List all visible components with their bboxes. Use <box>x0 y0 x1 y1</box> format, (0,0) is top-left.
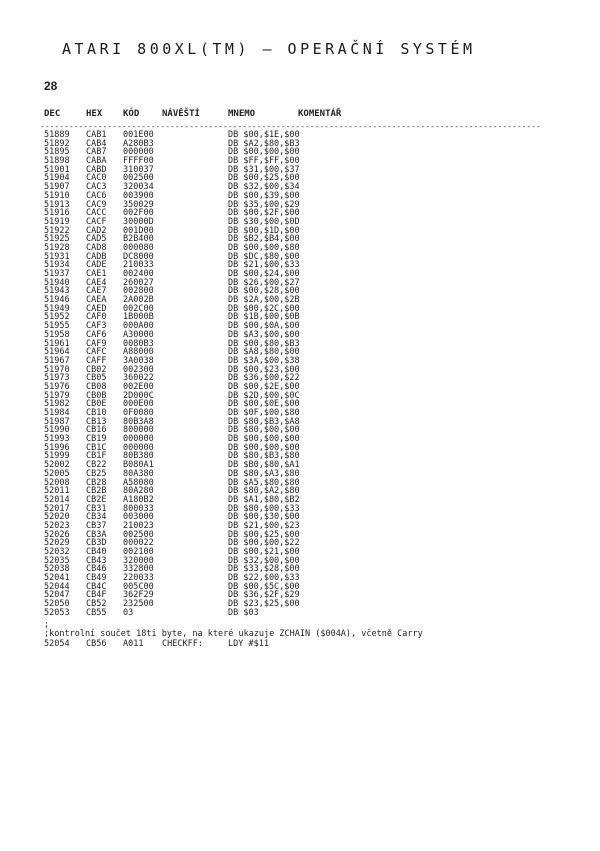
row-dec: 51940 <box>44 277 70 288</box>
row-hex: CAD2 <box>86 225 107 236</box>
row-dec: 52023 <box>44 520 70 531</box>
comment-line: ;kontrolní součet 18ti byte, na které ukazuje ZCHAIN ($004A), včetně Carry <box>44 629 423 640</box>
row-kod: A58080 <box>123 477 154 488</box>
row-hex: CB31 <box>86 503 107 514</box>
row-mnemo: DB $3A,$00,$38 <box>228 355 300 366</box>
row-hex: CAEA <box>86 295 107 306</box>
row-kod: 320034 <box>123 182 154 193</box>
row-hex: CB28 <box>86 477 107 488</box>
header-mnemo: MNEMO <box>228 109 256 119</box>
row-hex: CAC9 <box>86 199 107 210</box>
row-hex: CAB1 <box>86 130 107 140</box>
row-mnemo: DB $31,$00,$37 <box>228 164 300 175</box>
row-kod: 2A002B <box>123 295 154 306</box>
row-mnemo: DB $80,$00,$33 <box>228 503 300 514</box>
row-kod: 000E00 <box>123 399 154 410</box>
row-kod: FFFF00 <box>123 156 154 167</box>
row-hex: CB46 <box>86 564 107 575</box>
row-mnemo: DB $1B,$00,$0B <box>228 312 300 323</box>
row-kod: DC8000 <box>123 251 154 262</box>
row-kod: 002100 <box>123 547 154 557</box>
row-dec: 51993 <box>44 434 70 445</box>
row-mnemo: DB $DC,$80,$00 <box>228 251 300 262</box>
row-mnemo: DB $21,$00,$33 <box>228 260 300 271</box>
row-dec: 51967 <box>44 355 70 366</box>
row-dec: 52044 <box>44 581 70 592</box>
row-hex: CB1F <box>86 451 107 462</box>
row-mnemo: DB $FF,$FF,$00 <box>228 156 300 167</box>
row-mnemo: DB $36,$00,$22 <box>228 373 300 384</box>
row-mnemo: DB $30,$00,$0D <box>228 216 300 227</box>
header-dec: DEC <box>44 109 61 119</box>
row-hex: CB52 <box>86 599 107 610</box>
row-mnemo: DB $33,$28,$00 <box>228 564 300 575</box>
row-kod: A180B2 <box>123 494 154 505</box>
row-hex: CAF0 <box>86 312 107 323</box>
last-dec: 52054 <box>44 639 70 650</box>
row-kod: 003900 <box>123 190 154 201</box>
last-label: CHECKFF: <box>162 639 203 650</box>
row-dec: 51979 <box>44 390 70 401</box>
row-hex: CB16 <box>86 425 107 436</box>
page-number: 28 <box>44 79 58 93</box>
header-hex: HEX <box>86 109 103 119</box>
row-dec: 51907 <box>44 182 70 193</box>
row-dec: 51922 <box>44 225 70 236</box>
row-kod: 001E00 <box>123 130 154 140</box>
row-kod: 002500 <box>123 529 154 540</box>
row-mnemo: DB $22,$00,$33 <box>228 573 300 584</box>
row-mnemo: DB $35,$00,$29 <box>228 199 300 210</box>
row-dec: 51999 <box>44 451 70 462</box>
row-hex: CB4C <box>86 581 107 592</box>
row-kod: 362F29 <box>123 590 154 601</box>
header-navesti: NÁVĚŠTÍ <box>162 109 200 119</box>
row-kod: 2D000C <box>123 390 154 401</box>
row-dec: 51955 <box>44 321 70 332</box>
row-hex: CB0E <box>86 399 107 410</box>
row-hex: CB3D <box>86 538 107 549</box>
row-kod: 80B380 <box>123 451 154 462</box>
row-dec: 52005 <box>44 468 70 479</box>
row-hex: CAF9 <box>86 338 107 349</box>
row-mnemo: DB $00,$25,$00 <box>228 529 300 540</box>
row-mnemo: DB $80,$A2,$80 <box>228 486 300 497</box>
row-kod: 000A00 <box>123 321 154 332</box>
row-mnemo: DB $00,$23,$00 <box>228 364 300 375</box>
row-hex: CB3A <box>86 529 107 540</box>
row-hex: CAB7 <box>86 147 107 158</box>
row-mnemo: DB $80,$00,$00 <box>228 425 300 436</box>
row-mnemo: DB $00,$00,$00 <box>228 442 300 453</box>
row-dec: 51946 <box>44 295 70 306</box>
row-hex: CB43 <box>86 555 107 566</box>
row-kod: 002E00 <box>123 381 154 392</box>
row-kod: 260027 <box>123 277 154 288</box>
row-mnemo: DB $00,$21,$00 <box>228 547 300 557</box>
row-mnemo: DB $00,$2E,$00 <box>228 381 300 392</box>
row-hex: CAFF <box>86 355 107 366</box>
row-dec: 52011 <box>44 486 70 497</box>
row-dec: 51937 <box>44 269 70 279</box>
row-dec: 51895 <box>44 147 70 158</box>
row-mnemo: DB $00,$00,$22 <box>228 538 300 549</box>
row-dec: 51987 <box>44 416 70 427</box>
row-mnemo: DB $00,$5C,$00 <box>228 581 300 592</box>
row-kod: 000022 <box>123 538 154 549</box>
row-hex: CB37 <box>86 520 107 531</box>
row-kod: 80A380 <box>123 468 154 479</box>
row-mnemo: DB $00,$00,$00 <box>228 147 300 158</box>
last-hex: CB56 <box>86 639 107 650</box>
row-dec: 51949 <box>44 303 70 314</box>
row-hex: CACF <box>86 216 107 227</box>
row-hex: CB22 <box>86 460 107 471</box>
row-mnemo: DB $00,$00,$80 <box>228 242 300 253</box>
row-mnemo: DB $32,$00,$00 <box>228 555 300 566</box>
row-hex: CAF6 <box>86 329 107 340</box>
last-kod: A011 <box>123 639 144 650</box>
row-hex: CAC3 <box>86 182 107 193</box>
row-dec: 51904 <box>44 173 70 184</box>
row-kod: 80B3A8 <box>123 416 154 427</box>
row-hex: CB2E <box>86 494 107 505</box>
row-dec: 52047 <box>44 590 70 601</box>
row-hex: CAE7 <box>86 286 107 297</box>
row-mnemo: DB $00,$39,$00 <box>228 190 300 201</box>
row-hex: CB34 <box>86 512 107 523</box>
row-hex: CAED <box>86 303 107 314</box>
row-dec: 52020 <box>44 512 70 523</box>
row-kod: 350029 <box>123 199 154 210</box>
row-hex: CAE1 <box>86 269 107 279</box>
row-mnemo: DB $03 <box>228 607 259 618</box>
row-dec: 52008 <box>44 477 70 488</box>
row-dec: 51952 <box>44 312 70 323</box>
row-dec: 52050 <box>44 599 70 610</box>
row-mnemo: DB $32,$00,$34 <box>228 182 300 193</box>
row-mnemo: DB $00,$0E,$00 <box>228 399 300 410</box>
row-kod: A280B3 <box>123 138 154 149</box>
row-dec: 51964 <box>44 347 70 358</box>
row-hex: CADE <box>86 260 107 271</box>
row-hex: CB40 <box>86 547 107 557</box>
row-kod: 000080 <box>123 242 154 253</box>
row-hex: CB49 <box>86 573 107 584</box>
row-kod: 320000 <box>123 555 154 566</box>
row-mnemo: DB $21,$00,$23 <box>228 520 300 531</box>
row-mnemo: DB $23,$25,$00 <box>228 599 300 610</box>
row-mnemo: DB $36,$2F,$29 <box>228 590 300 601</box>
row-kod: 0080B3 <box>123 338 154 349</box>
page-title: ATARI 800XL(TM) — OPERAČNÍ SYSTÉM <box>62 40 476 58</box>
row-dec: 52017 <box>44 503 70 514</box>
row-kod: 002300 <box>123 364 154 375</box>
row-dec: 52053 <box>44 607 70 618</box>
row-hex: CAF3 <box>86 321 107 332</box>
row-mnemo: DB $A8,$80,$00 <box>228 347 300 358</box>
row-dec: 51970 <box>44 364 70 375</box>
row-mnemo: DB $26,$00,$27 <box>228 277 300 288</box>
row-mnemo: DB $0F,$00,$80 <box>228 408 300 418</box>
row-hex: CB25 <box>86 468 107 479</box>
row-hex: CB19 <box>86 434 107 445</box>
row-kod: 000000 <box>123 147 154 158</box>
row-hex: CAB4 <box>86 138 107 149</box>
row-kod: 002500 <box>123 173 154 184</box>
row-hex: CB0B <box>86 390 107 401</box>
row-dec: 52032 <box>44 547 70 557</box>
row-dec: 51916 <box>44 208 70 219</box>
row-dec: 52014 <box>44 494 70 505</box>
row-dec: 51892 <box>44 138 70 149</box>
row-dec: 51919 <box>44 216 70 227</box>
row-dec: 52035 <box>44 555 70 566</box>
row-hex: CABD <box>86 164 107 175</box>
row-mnemo: DB $2D,$00,$0C <box>228 390 300 401</box>
listing-row <box>0 609 600 618</box>
row-mnemo: DB $00,$30,$00 <box>228 512 300 523</box>
row-dec: 51901 <box>44 164 70 175</box>
row-kod: 002400 <box>123 269 154 279</box>
row-hex: CAC0 <box>86 173 107 184</box>
row-hex: CB02 <box>86 364 107 375</box>
row-kod: A88000 <box>123 347 154 358</box>
header-kod: KÓD <box>123 109 140 119</box>
row-hex: CB10 <box>86 408 107 418</box>
row-dec: 51931 <box>44 251 70 262</box>
row-mnemo: DB $A2,$80,$B3 <box>228 138 300 149</box>
row-dec: 51996 <box>44 442 70 453</box>
row-hex: CAD8 <box>86 242 107 253</box>
row-hex: CB55 <box>86 607 107 618</box>
row-hex: CB4F <box>86 590 107 601</box>
row-kod: 220033 <box>123 573 154 584</box>
row-kod: 800000 <box>123 425 154 436</box>
row-hex: CB05 <box>86 373 107 384</box>
row-mnemo: DB $00,$1E,$00 <box>228 130 300 140</box>
row-hex: CAC6 <box>86 190 107 201</box>
row-kod: 000000 <box>123 434 154 445</box>
row-dec: 51973 <box>44 373 70 384</box>
row-kod: 002800 <box>123 286 154 297</box>
row-mnemo: DB $A5,$80,$80 <box>228 477 300 488</box>
row-dec: 52041 <box>44 573 70 584</box>
row-mnemo: DB $00,$28,$00 <box>228 286 300 297</box>
row-hex: CB2B <box>86 486 107 497</box>
row-mnemo: DB $00,$80,$B3 <box>228 338 300 349</box>
row-kod: B2B400 <box>123 234 154 245</box>
row-dec: 51913 <box>44 199 70 210</box>
row-mnemo: DB $B0,$80,$A1 <box>228 460 300 471</box>
row-kod: 232500 <box>123 599 154 610</box>
row-dec: 51928 <box>44 242 70 253</box>
last-listing-row <box>0 639 600 649</box>
row-hex: CACC <box>86 208 107 219</box>
row-mnemo: DB $80,$B3,$80 <box>228 451 300 462</box>
row-mnemo: DB $00,$0A,$00 <box>228 321 300 332</box>
row-kod: A30000 <box>123 329 154 340</box>
row-mnemo: DB $00,$25,$00 <box>228 173 300 184</box>
row-mnemo: DB $00,$24,$00 <box>228 269 300 279</box>
row-mnemo: DB $00,$00,$00 <box>228 434 300 445</box>
row-kod: 03 <box>123 607 134 618</box>
row-dec: 51889 <box>44 130 70 140</box>
row-mnemo: DB $00,$2F,$00 <box>228 208 300 219</box>
row-kod: 001D00 <box>123 225 154 236</box>
row-kod: 210033 <box>123 260 154 271</box>
row-kod: 0F0080 <box>123 408 154 418</box>
header-rule: -------------------------------------------------------------------------------------------------------- <box>40 122 541 131</box>
row-kod: 002C00 <box>123 303 154 314</box>
last-instr: LDY #$11 <box>228 639 269 650</box>
row-hex: CAE4 <box>86 277 107 288</box>
row-dec: 51961 <box>44 338 70 349</box>
row-kod: 332800 <box>123 564 154 575</box>
row-kod: B080A1 <box>123 460 154 471</box>
row-kod: 800033 <box>123 503 154 514</box>
row-mnemo: DB $2A,$00,$2B <box>228 295 300 306</box>
row-hex: CB08 <box>86 381 107 392</box>
row-mnemo: DB $00,$1D,$00 <box>228 225 300 236</box>
row-dec: 51990 <box>44 425 70 436</box>
row-hex: CAFC <box>86 347 107 358</box>
row-kod: 80A280 <box>123 486 154 497</box>
row-mnemo: DB $80,$A3,$80 <box>228 468 300 479</box>
row-kod: 3A0038 <box>123 355 154 366</box>
row-dec: 51943 <box>44 286 70 297</box>
row-kod: 360022 <box>123 373 154 384</box>
row-hex: CB13 <box>86 416 107 427</box>
row-kod: 000000 <box>123 442 154 453</box>
row-kod: 003000 <box>123 512 154 523</box>
row-kod: 30000D <box>123 216 154 227</box>
row-mnemo: DB $A1,$80,$B2 <box>228 494 300 505</box>
row-kod: 002F00 <box>123 208 154 219</box>
row-kod: 210023 <box>123 520 154 531</box>
row-dec: 52038 <box>44 564 70 575</box>
row-kod: 005C00 <box>123 581 154 592</box>
row-mnemo: DB $00,$2C,$00 <box>228 303 300 314</box>
row-mnemo: DB $A3,$00,$00 <box>228 329 300 340</box>
row-dec: 52026 <box>44 529 70 540</box>
row-dec: 51984 <box>44 408 70 418</box>
row-dec: 52029 <box>44 538 70 549</box>
header-komentar: KOMENTÁŘ <box>298 109 342 119</box>
row-dec: 52002 <box>44 460 70 471</box>
row-dec: 51898 <box>44 156 70 167</box>
row-dec: 51982 <box>44 399 70 410</box>
row-dec: 51976 <box>44 381 70 392</box>
row-dec: 51925 <box>44 234 70 245</box>
row-dec: 51958 <box>44 329 70 340</box>
row-kod: 310037 <box>123 164 154 175</box>
semicolon-line: ; <box>44 620 50 631</box>
row-kod: 1B000B <box>123 312 154 323</box>
listing-rows <box>0 131 600 618</box>
row-dec: 51910 <box>44 190 70 201</box>
row-mnemo: DB $B2,$B4,$00 <box>228 234 300 245</box>
row-dec: 51934 <box>44 260 70 271</box>
row-mnemo: DB $80,$B3,$A8 <box>228 416 300 427</box>
row-hex: CABA <box>86 156 107 167</box>
row-hex: CB1C <box>86 442 107 453</box>
row-hex: CADB <box>86 251 107 262</box>
row-hex: CAD5 <box>86 234 107 245</box>
